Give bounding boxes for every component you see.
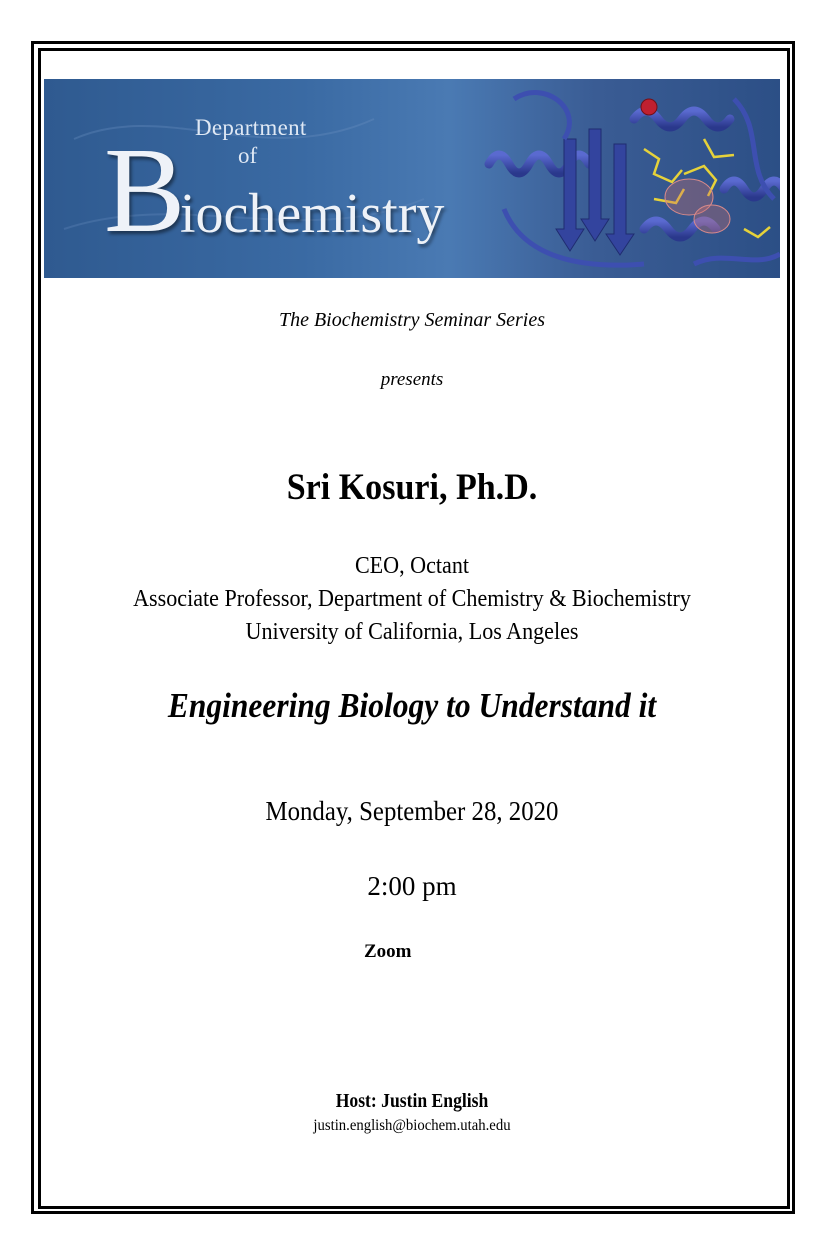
speaker-name: Sri Kosuri, Ph.D. bbox=[286, 467, 538, 508]
banner-department-text: Department bbox=[195, 115, 307, 140]
talk-title: Engineering Biology to Understand it bbox=[167, 686, 657, 725]
banner-word-rest: iochemistry bbox=[180, 183, 445, 245]
seminar-time: 2:00 pm bbox=[367, 871, 457, 901]
banner-of-text: of bbox=[238, 143, 258, 168]
seminar-date: Monday, September 28, 2020 bbox=[265, 796, 559, 826]
seminar-venue: Zoom bbox=[364, 941, 412, 962]
presents-label: presents bbox=[380, 369, 444, 390]
affiliation-line: Associate Professor, Department of Chemistry & Biochemistry bbox=[133, 586, 691, 612]
speaker-affiliation bbox=[73, 550, 750, 649]
department-banner bbox=[44, 79, 780, 278]
seminar-series-title: The Biochemistry Seminar Series bbox=[278, 309, 546, 331]
host-name: Host: Justin English bbox=[335, 1090, 489, 1112]
affiliation-line: University of California, Los Angeles bbox=[245, 619, 579, 645]
host-email[interactable]: justin.english@biochem.utah.edu bbox=[313, 1117, 511, 1134]
affiliation-line: CEO, Octant bbox=[354, 553, 470, 579]
banner-big-letter: B bbox=[104, 123, 186, 258]
